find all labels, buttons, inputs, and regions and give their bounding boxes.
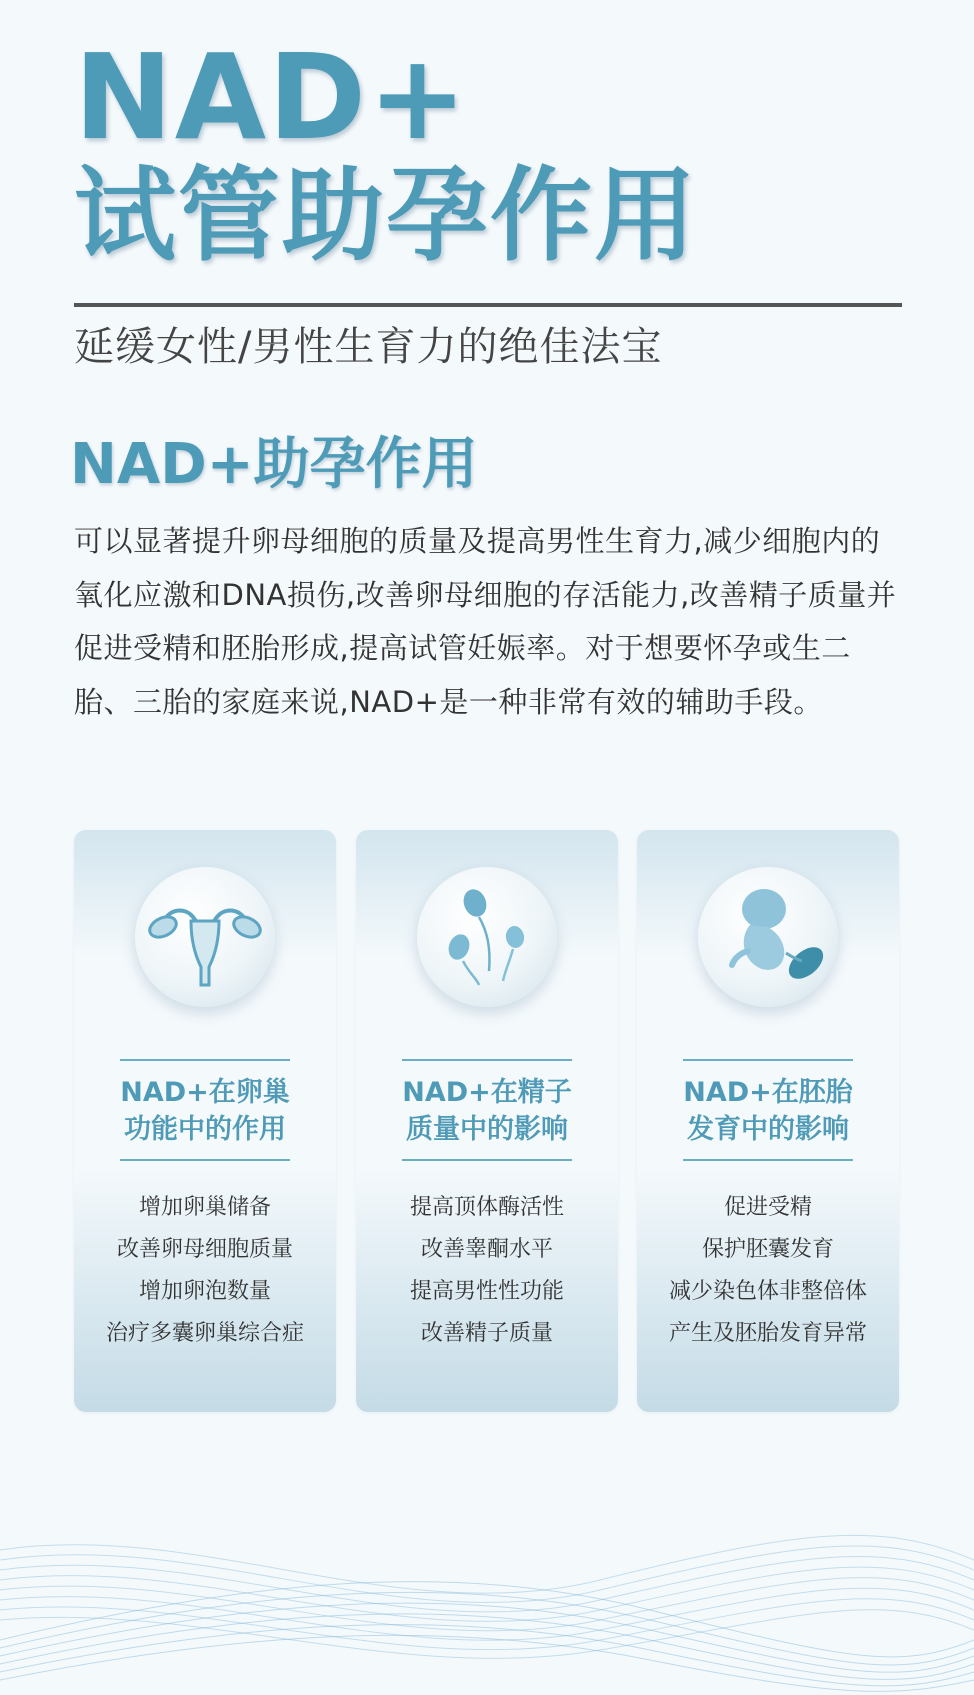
list-item: 增加卵巢储备 [138, 1195, 271, 1220]
list-item: 减少染色体非整倍体 [668, 1279, 867, 1304]
list-item: 治疗多囊卵巢综合症 [105, 1321, 304, 1346]
sperm-icon [417, 867, 557, 1007]
hero-title-line1: NAD+ [74, 28, 469, 166]
card-rule-bottom [683, 1159, 853, 1161]
card-rule-bottom [120, 1159, 290, 1161]
embryo-icon [698, 867, 838, 1007]
card-title [74, 1074, 336, 1148]
list-item: 保护胚囊发育 [701, 1237, 834, 1262]
card-title-line2: 功能中的作用 [124, 1114, 286, 1145]
card-title-line1: NAD+在卵巢 [120, 1077, 290, 1108]
card-title-line1: NAD+在精子 [402, 1077, 572, 1108]
card-rule-top [120, 1059, 290, 1061]
card-benefit-list [74, 1187, 336, 1355]
card-benefit-list [356, 1187, 618, 1355]
list-item: 增加卵泡数量 [138, 1279, 271, 1304]
list-item: 促进受精 [723, 1195, 812, 1220]
uterus-icon [135, 867, 275, 1007]
sperm-card [356, 830, 618, 1412]
card-benefit-list [637, 1187, 899, 1355]
title-divider [74, 303, 902, 307]
section-title: NAD+助孕作用 [70, 432, 478, 497]
card-title-line2: 质量中的影响 [406, 1114, 568, 1145]
card-rule-top [402, 1059, 572, 1061]
card-title [356, 1074, 618, 1148]
benefit-cards [74, 830, 900, 1412]
hero-subtitle: 延缓女性/男性生育力的绝佳法宝 [74, 324, 663, 370]
section-body: 可以显著提升卵母细胞的质量及提高男性生育力,减少细胞内的氧化应激和DNA损伤,改善卵母细胞的存活能力,改善精子质量并促进受精和胚胎形成,提高试管妊娠率。对于想要怀孕或生二胎、三胎的家庭来说,NAD+是一种非常有效的辅助手段。 [74, 524, 897, 719]
decorative-waves [0, 1520, 974, 1695]
card-rule-top [683, 1059, 853, 1061]
card-title-line1: NAD+在胚胎 [683, 1077, 853, 1108]
card-rule-bottom [402, 1159, 572, 1161]
hero-title [74, 28, 698, 276]
list-item: 提高顶体酶活性 [409, 1195, 564, 1220]
list-item: 改善精子质量 [420, 1321, 553, 1346]
list-item: 产生及胚胎发育异常 [668, 1321, 867, 1346]
list-item: 改善卵母细胞质量 [116, 1237, 293, 1262]
card-title [637, 1074, 899, 1148]
list-item: 改善睾酮水平 [420, 1237, 553, 1262]
ovary-card [74, 830, 336, 1412]
hero-title-line2: 试管助孕作用 [74, 157, 698, 276]
card-title-line2: 发育中的影响 [687, 1114, 849, 1145]
embryo-card [637, 830, 899, 1412]
list-item: 提高男性性功能 [409, 1279, 564, 1304]
